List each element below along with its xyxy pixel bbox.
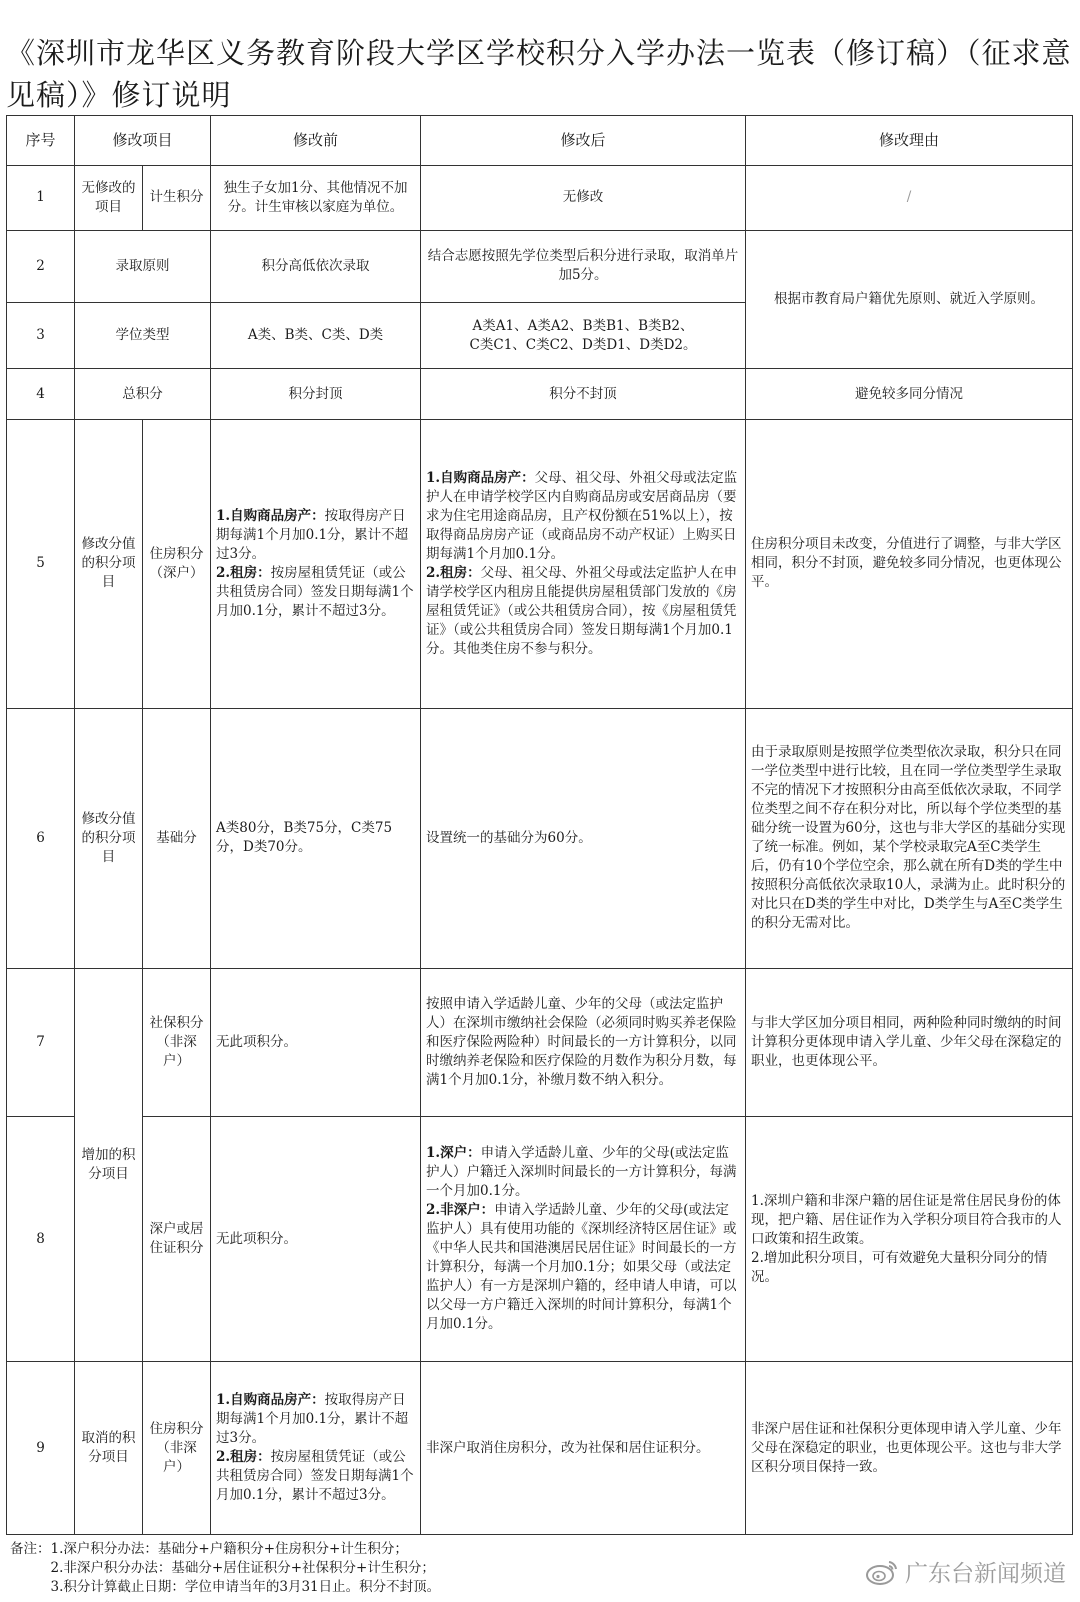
- row-before: 积分高低依次录取: [211, 230, 421, 302]
- row-group: 增加的积分项目: [75, 969, 143, 1362]
- row-seq: 9: [7, 1362, 75, 1535]
- row-after: [421, 303, 746, 369]
- row-before: [211, 1362, 421, 1535]
- row-reason: 根据市教育局户籍优先原则、就近入学原则。: [746, 230, 1073, 369]
- item-heading: 1.自购商品房产：: [216, 1392, 325, 1409]
- table-row: [7, 969, 1073, 1117]
- table-header-row: [7, 116, 1073, 166]
- item-heading: 2.租房：: [216, 1449, 271, 1466]
- row-group: 取消的积分项目: [75, 1362, 143, 1535]
- item-text: 申请入学适龄儿童、少年的父母(或法定监护人）户籍迁入深圳时间最长的一方计算积分，每满一个月加0.1分。: [426, 1145, 737, 1200]
- row-subitem: 计生积分: [143, 165, 211, 230]
- row-subitem: 基础分: [143, 708, 211, 969]
- row-before: A类、B类、C类、D类: [211, 303, 421, 369]
- row-before-item: [216, 564, 415, 621]
- row-seq: 4: [7, 369, 75, 420]
- row-group: 修改分值的积分项目: [75, 420, 143, 709]
- row-reason: [746, 1117, 1073, 1362]
- table-row: [7, 1117, 1073, 1362]
- row-before-item: [216, 1391, 415, 1448]
- row-reason: 非深户居住证和社保积分更体现申请入学儿童、少年父母在深稳定的职业，也更体现公平。这也与非大学区积分项目保持一致。: [746, 1362, 1073, 1535]
- row-seq: 8: [7, 1117, 75, 1362]
- row-reason: 避免较多同分情况: [746, 369, 1073, 420]
- table-row: [7, 1362, 1073, 1535]
- table-row: [7, 165, 1073, 230]
- row-after-line: A类A1、A类A2、B类B1、B类B2、: [472, 317, 694, 334]
- row-item: 总积分: [75, 369, 211, 420]
- watermark: [865, 1555, 1066, 1588]
- item-text: 按房屋租赁凭证（或公共租赁房合同）签发日期每满1个月加0.1分，累计不超过3分。: [216, 1449, 414, 1504]
- row-group: 修改分值的积分项目: [75, 708, 143, 969]
- row-seq: 7: [7, 969, 75, 1117]
- item-heading: 2.非深户：: [426, 1202, 495, 1219]
- row-reason: 与非大学区加分项目相同，两种险种同时缴纳的时间计算积分更体现申请入学儿童、少年父母在深稳定的职业，也更体现公平。: [746, 969, 1073, 1117]
- row-before-item: [216, 1448, 415, 1505]
- item-text: 父母、祖父母、外祖父母或法定监护人在申请学校学区内租房且能提供房屋租赁部门发放的《房屋租赁凭证》（或公共租赁房合同），按《房屋租赁凭证》（或公共租赁房合同）签发日期每满1个月加0.1分。其他类住房不参与积分。: [426, 564, 738, 657]
- row-after: [421, 420, 746, 709]
- row-after: 设置统一的基础分为60分。: [421, 708, 746, 969]
- footnotes: [10, 1540, 770, 1597]
- header-after: 修改后: [421, 116, 746, 166]
- reason-item: 1.深圳户籍和非深户籍的居住证是常住居民身份的体现，把户籍、居住证作为入学积分项目符合我市的人口政策和招生政策。: [751, 1192, 1062, 1247]
- reason-item: 2.增加此积分项目，可有效避免大量积分同分的情况。: [751, 1249, 1048, 1285]
- header-before: 修改前: [211, 116, 421, 166]
- row-after: 非深户取消住房积分，改为社保和居住证积分。: [421, 1362, 746, 1535]
- row-before: 独生子女加1分、其他情况不加分。计生审核以家庭为单位。: [211, 165, 421, 230]
- row-group: 无修改的项目: [75, 165, 143, 230]
- page-title: 《深圳市龙华区义务教育阶段大学区学校积分入学办法一览表（修订稿）（征求意见稿）》修订说明: [6, 36, 1072, 112]
- row-reason: /: [746, 165, 1073, 230]
- row-after: 积分不封顶: [421, 369, 746, 420]
- row-after-item: [426, 564, 740, 659]
- item-text: 按取得房产日期每满1个月加0.1分，累计不超过3分。: [216, 507, 409, 562]
- row-before: 无此项积分。: [211, 969, 421, 1117]
- watermark-text: 广东台新闻频道: [905, 1561, 1066, 1587]
- row-reason: 由于录取原则是按照学位类型依次录取，积分只在同一学位类型中进行比较，且在同一学位类型学生录取不完的情况下才按照积分由高至低依次录取，不同学位类型之间不存在积分对比，所以每个学位类型的基础分统一设置为60分，这也与非大学区的基础分实现了统一标准。例如，某个学校录取完A至C类学生后，仍有10个学位空余，那么就在所有D类的学生中按照积分高低依次录取10人，录满为止。此时积分的对比只在D类的学生中对比，D类学生与A至C类学生的积分无需对比。: [746, 708, 1073, 969]
- row-after: 结合志愿按照先学位类型后积分进行录取，取消单片加5分。: [421, 230, 746, 302]
- footnote-line: 备注：1.深户积分办法：基础分+户籍积分+住房积分+计生积分；: [10, 1541, 408, 1557]
- table-row: [7, 369, 1073, 420]
- row-after-item: [426, 1201, 740, 1334]
- row-subitem: 深户或居住证积分: [143, 1117, 211, 1362]
- row-seq: 6: [7, 708, 75, 969]
- row-seq: 5: [7, 420, 75, 709]
- row-after: [421, 1117, 746, 1362]
- weibo-icon: [865, 1557, 899, 1587]
- item-text: 申请入学适龄儿童、少年的父母(或法定监护人）具有使用功能的《深圳经济特区居住证》或《中华人民共和国港澳居民居住证》时间最长的一方计算积分，每满一个月加0.1分；如果父母（或法定监护人）有一方是深圳户籍的，经申请人申请，可以以父母一方户籍迁入深圳的时间计算积分，每满1个月加0.1分。: [426, 1202, 737, 1333]
- header-reason: 修改理由: [746, 116, 1073, 166]
- row-before: 无此项积分。: [211, 1117, 421, 1362]
- item-heading: 2.租房：: [216, 564, 271, 581]
- row-subitem: 社保积分（非深户）: [143, 969, 211, 1117]
- item-heading: 1.深户：: [426, 1145, 481, 1162]
- footnote-line: 2.非深户积分办法：基础分+居住证积分+社保积分+计生积分；: [10, 1560, 435, 1576]
- footnote-line: 3.积分计算截止日期：学位申请当年的3月31日止。积分不封顶。: [10, 1579, 441, 1595]
- row-seq: 1: [7, 165, 75, 230]
- item-heading: 2.租房：: [426, 564, 481, 581]
- row-item: 录取原则: [75, 230, 211, 302]
- row-subitem: 住房积分（深户）: [143, 420, 211, 709]
- row-after-item: [426, 1144, 740, 1201]
- row-after: 按照申请入学适龄儿童、少年的父母（或法定监护人）在深圳市缴纳社会保险（必须同时购买养老保险和医疗保险两险种）时间最长的一方计算积分，以同时缴纳养老保险和医疗保险的月数作为积分月数，每满1个月加0.1分，补缴月数不纳入积分。: [421, 969, 746, 1117]
- item-text: 按房屋租赁凭证（或公共租赁房合同）签发日期每满1个月加0.1分，累计不超过3分。: [216, 564, 414, 619]
- row-item: 学位类型: [75, 303, 211, 369]
- item-heading: 1.自购商品房产：: [426, 469, 535, 486]
- row-seq: 2: [7, 230, 75, 302]
- row-reason: 住房积分项目未改变，分值进行了调整，与非大学区相同，积分不封顶，避免较多同分情况，也更体现公平。: [746, 420, 1073, 709]
- row-after-line: C类C1、C类C2、D类D1、D类D2。: [469, 336, 697, 353]
- row-before: A类80分，B类75分，C类75分，D类70分。: [211, 708, 421, 969]
- table-row: [7, 420, 1073, 709]
- header-item: 修改项目: [75, 116, 211, 166]
- row-before-item: [216, 507, 415, 564]
- row-before: 积分封顶: [211, 369, 421, 420]
- row-after-item: [426, 469, 740, 564]
- row-seq: 3: [7, 303, 75, 369]
- table-row: [7, 708, 1073, 969]
- table-row: [7, 230, 1073, 302]
- item-text: 按取得房产日期每满1个月加0.1分，累计不超过3分。: [216, 1392, 409, 1447]
- item-heading: 1.自购商品房产：: [216, 507, 325, 524]
- revision-table: [6, 115, 1073, 1535]
- header-seq: 序号: [7, 116, 75, 166]
- row-before: [211, 420, 421, 709]
- item-text: 父母、祖父母、外祖父母或法定监护人在申请学校学区内自购商品房或安居商品房（要求为住宅用途商品房，且产权份额在51%以上），按取得商品房房产证（或商品房不动产权证）上购买日期每满1个月加0.1分。: [426, 469, 738, 562]
- row-after: 无修改: [421, 165, 746, 230]
- row-subitem: 住房积分（非深户）: [143, 1362, 211, 1535]
